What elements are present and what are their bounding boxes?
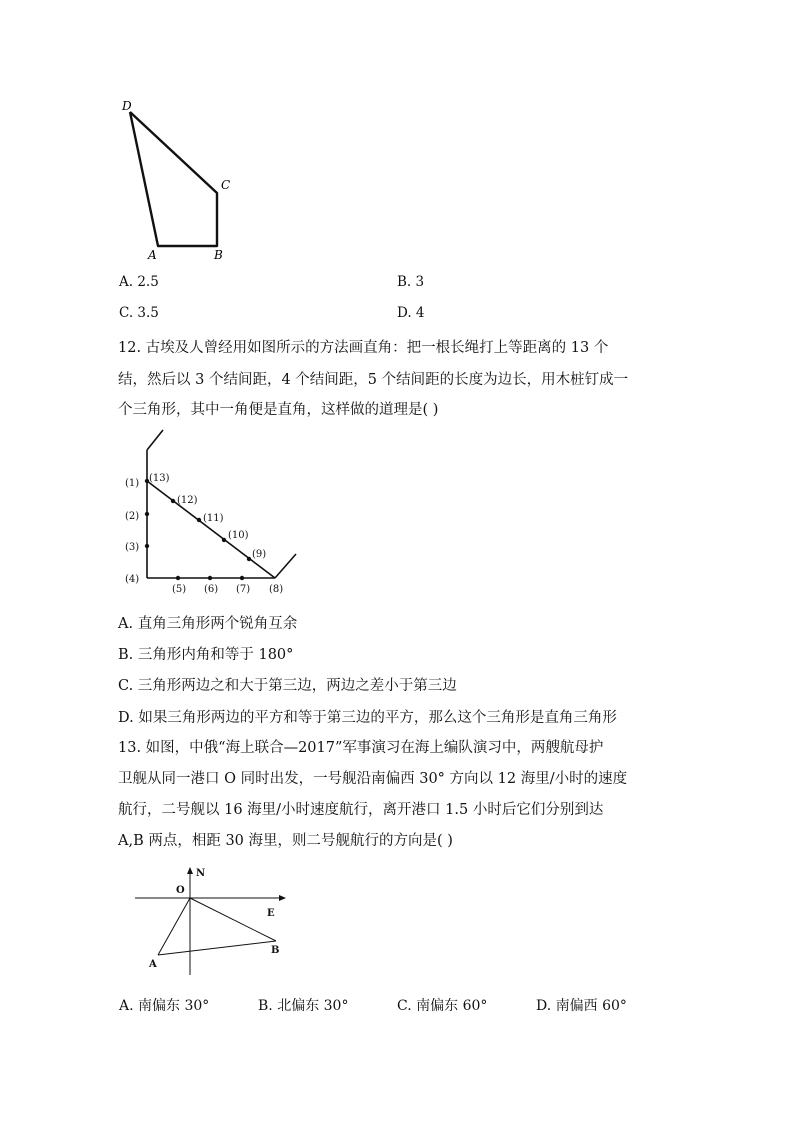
label-E: E xyxy=(267,908,275,919)
q13-option-c: C. 南偏东 60° xyxy=(397,998,488,1014)
label-C: C xyxy=(221,178,231,192)
q13-option-a: A. 南偏东 30° xyxy=(119,998,210,1014)
knot-label-8: (8) xyxy=(269,584,284,595)
knot-label-13: (13) xyxy=(149,473,170,484)
q13-stem-line-4: A,B 两点，相距 30 海里，则二号舰航行的方向是( ) xyxy=(118,833,453,849)
knot-label-5: (5) xyxy=(172,584,187,595)
knot-label-3: (3) xyxy=(125,542,140,553)
label-A: A xyxy=(148,248,157,262)
q11-option-a: A. 2.5 xyxy=(119,274,159,290)
q11-option-d: D. 4 xyxy=(397,305,425,321)
knot-label-2: (2) xyxy=(125,511,140,522)
q12-stem-line-2: 结，然后以 3 个结间距，4 个结间距，5 个结间距的长度为边长，用木桩钉成一 xyxy=(118,372,629,388)
q11-option-b: B. 3 xyxy=(397,274,425,290)
label-A: A xyxy=(149,959,157,970)
q12-option-c: C. 三角形两边之和大于第三边，两边之差小于第三边 xyxy=(118,678,457,694)
q12-stem-line-3: 个三角形，其中一角便是直角，这样做的道理是( ) xyxy=(118,402,439,418)
q12-option-b: B. 三角形内角和等于 180° xyxy=(118,647,294,663)
knot-label-6: (6) xyxy=(204,584,219,595)
knot-label-1: (1) xyxy=(125,478,140,489)
q12-option-d: D. 如果三角形两边的平方和等于第三边的平方，那么这个三角形是直角三角形 xyxy=(118,710,617,726)
knot-label-12: (12) xyxy=(177,495,198,506)
label-D: D xyxy=(122,99,132,113)
label-N: N xyxy=(196,868,206,879)
q13-stem-line-3: 航行，二号舰以 16 海里/小时速度航行，离开港口 1.5 小时后它们分别到达 xyxy=(118,802,604,818)
knot-label-7: (7) xyxy=(236,584,251,595)
label-O: O xyxy=(176,885,185,896)
knot-label-11: (11) xyxy=(203,513,224,524)
knot-label-9: (9) xyxy=(252,549,267,560)
knot-label-4: (4) xyxy=(125,574,140,585)
q13-option-d: D. 南偏西 60° xyxy=(536,998,627,1014)
label-B: B xyxy=(214,248,223,262)
q13-stem-line-1: 13. 如图，中俄“海上联合—2017”军事演习在海上编队演习中，两艘航母护 xyxy=(118,740,604,756)
segment-AB xyxy=(158,941,276,955)
q13-stem-line-2: 卫舰从同一港口 O 同时出发，一号舰沿南偏西 30° 方向以 12 海里/小时的速度 xyxy=(118,771,628,787)
q11-option-c: C. 3.5 xyxy=(119,305,159,321)
knot-label-10: (10) xyxy=(228,530,249,541)
q12-stem-line-1: 12. 古埃及人曾经用如图所示的方法画直角：把一根长绳打上等距离的 13 个 xyxy=(118,340,609,356)
q13-option-b: B. 北偏东 30° xyxy=(258,998,349,1014)
segment-OB xyxy=(190,898,276,941)
segment-OA xyxy=(158,898,190,955)
label-B: B xyxy=(271,945,280,956)
q12-option-a: A. 直角三角形两个锐角互余 xyxy=(118,616,298,632)
